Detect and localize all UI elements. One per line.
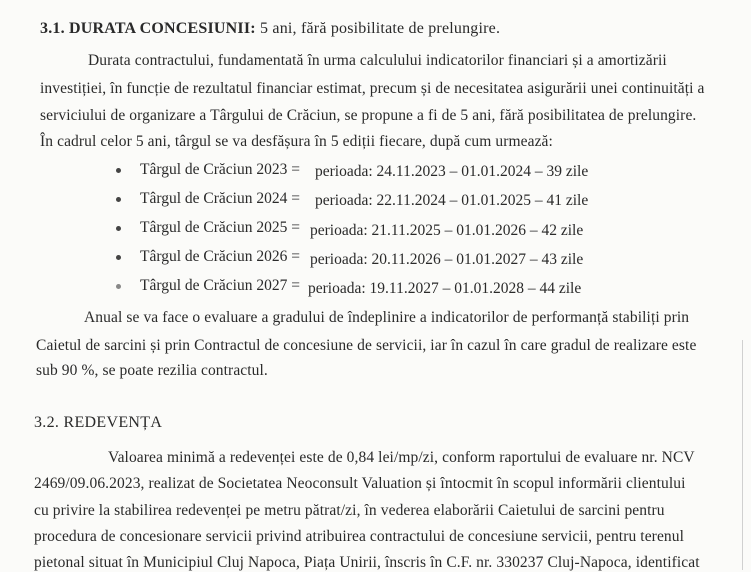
evaluation-line: sub 90 %, se poate rezilia contractul.	[36, 362, 268, 379]
edition-period: perioada: 24.11.2023 – 01.01.2024 – 39 zile	[315, 163, 589, 180]
bullet-icon	[116, 197, 121, 202]
royalty-line: cu privire la stabilirea redevenței pe metru pătrat/zi, în vederea elaborării Caietului de sarcini pentru	[34, 502, 665, 519]
heading-title: DURATA CONCESIUNII:	[69, 20, 256, 37]
bullet-icon	[116, 226, 121, 231]
royalty-line: procedura de concesionare servicii privind atribuirea contractului de concesiune servicii, pentru terenul	[34, 528, 685, 545]
heading-rest: 5 ani, fără posibilitate de prelungire.	[260, 20, 501, 37]
edition-period: perioada: 21.11.2025 – 01.01.2026 – 42 zile	[310, 222, 584, 239]
edition-period: perioada: 19.11.2027 – 01.01.2028 – 44 zile	[308, 280, 582, 297]
bullet-icon	[116, 255, 121, 260]
evaluation-line: Caietul de sarcini și prin Contractul de concesiune de servicii, iar în cazul în care gradul de realizare este	[36, 337, 697, 354]
section-heading-royalty: 3.2. REDEVENȚA	[34, 414, 163, 431]
evaluation-line: Anual se va face o evaluare a gradului de îndeplinire a indicatorilor de performanță stabiliți prin	[84, 309, 690, 326]
royalty-line: Valoarea minimă a redevenței este de 0,84 lei/mp/zi, conform raportului de evaluare nr. NCV	[108, 449, 695, 466]
royalty-line: 2469/09.06.2023, realizat de Societatea Neoconsult Valuation și întocmit în scopul informării clientului	[34, 475, 686, 492]
paragraph-line: investiției, în funcție de rezultatul financiar estimat, precum și de necesitatea asigurării unei continuități a	[40, 80, 705, 97]
edition-name: Târgul de Crăciun 2024 =	[140, 190, 300, 207]
bullet-icon	[116, 284, 121, 289]
heading-number: 3.1.	[40, 20, 65, 37]
paragraph-line: Durata contractului, fundamentată în urma calculului indicatorilor financiari și a amortizării	[88, 52, 667, 69]
edition-name: Târgul de Crăciun 2026 =	[140, 248, 300, 265]
paragraph-line: serviciului de organizare a Târgului de Crăciun, se propune a fi de 5 ani, fără posibilitatea de prelungire.	[40, 107, 697, 124]
bullet-icon	[116, 168, 121, 173]
royalty-line: pietonal situat în Municipiul Cluj Napoca, Piața Unirii, înscris în C.F. nr. 330237 Cluj-Napoca, identificat	[34, 554, 700, 571]
edition-period: perioada: 20.11.2026 – 01.01.2027 – 43 zile	[310, 251, 584, 268]
page-edge-divider	[742, 340, 743, 570]
paragraph-line: În cadrul celor 5 ani, târgul se va desfășura în 5 ediții fiecare, după cum urmează:	[40, 133, 553, 150]
section-heading-duration	[40, 20, 500, 38]
edition-period: perioada: 22.11.2024 – 01.01.2025 – 41 zile	[315, 192, 589, 209]
edition-name: Târgul de Crăciun 2025 =	[140, 219, 300, 236]
edition-name: Târgul de Crăciun 2023 =	[140, 161, 300, 178]
edition-name: Târgul de Crăciun 2027 =	[140, 277, 300, 294]
